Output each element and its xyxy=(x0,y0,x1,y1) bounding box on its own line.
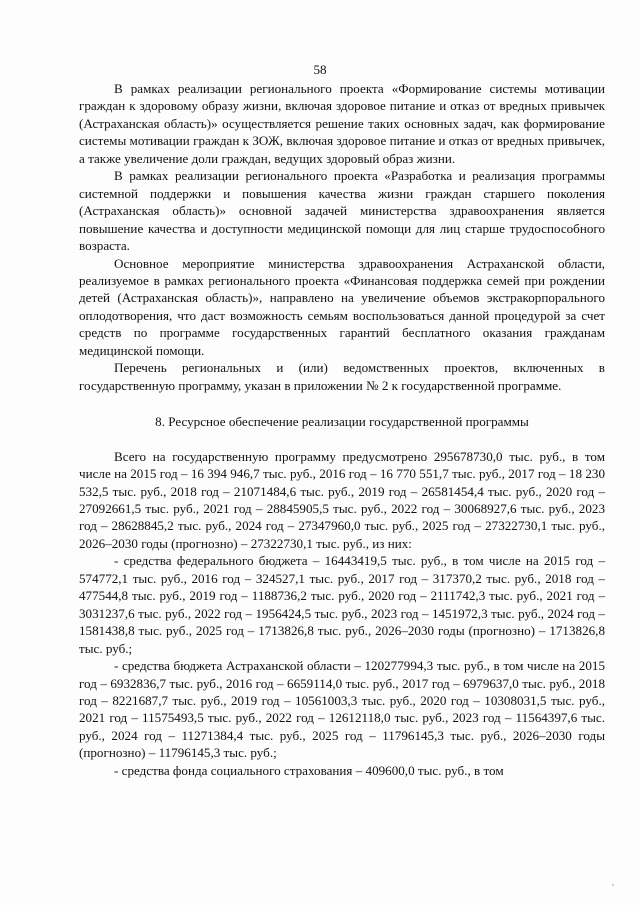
paragraph-regional-budget: - средства бюджета Астраханской области – 120277994,3 тыс. руб., в том числе на 2015 год – 6932836,7 тыс. руб., 2016 год – 6659114,0 тыс. руб., 2017 год – 6979637,0 тыс. руб., 2018 год – 8221687,7 тыс. руб., 2019 год – 10561003,3 тыс. руб., 2020 год – 10308031,5 тыс. руб., 2021 год – 11575493,5 тыс. руб., 2022 год – 12612118,0 тыс. руб., 2023 год – 11564397,6 тыс. руб., 2024 год – 11271384,4 тыс. руб., 2025 год – 11796145,3 тыс. руб., 2026–2030 годы (прогнозно) – 11796145,3 тыс. руб.; xyxy=(79,658,605,761)
paragraph-social-fund: - средства фонда социального страхования – 409600,0 тыс. руб., в том xyxy=(114,762,504,778)
paragraph-family-support: Основное мероприятие министерства здравоохранения Астраханской области, реализуемое в рамках регионального проекта «Финансовая поддержка семей при рождении детей (Астраханская область)», направлено на увеличение объемов экстракорпорального оплодотворения, что даст возможность семьям воспользоваться данной процедурой за счет средств по программе государственных гарантий бесплатного оказания гражданам медицинской помощи. xyxy=(79,255,605,358)
paragraph-total-funding: Всего на государственную программу предусмотрено 295678730,0 тыс. руб., в том числе на 2015 год – 16 394 946,7 тыс. руб., 2016 год – 16 770 551,7 тыс. руб., 2017 год – 18 230 532,5 тыс. руб., 2018 год – 21071484,6 тыс. руб., 2019 год – 26581454,4 тыс. руб., 2020 год – 27092661,5 тыс. руб., 2021 год – 28845905,5 тыс. руб., 2022 год – 30068927,6 тыс. руб., 2023 год – 28628845,2 тыс. руб., 2024 год – 27347960,0 тыс. руб., 2025 год – 27322730,1 тыс. руб., 2026–2030 годы (прогнозно) – 27322730,1 тыс. руб., из них: xyxy=(79,448,605,551)
paragraph-project-list: Перечень региональных и (или) ведомственных проектов, включенных в государственную программу, указан в приложении № 2 к государственной программе. xyxy=(79,360,605,393)
paragraph-older-generation: В рамках реализации регионального проекта «Разработка и реализация программы системной поддержки и повышения качества жизни граждан старшего поколения (Астраханская область)» основной задачей министерства здравоохранения является повышение качества и доступности медицинской помощи для лиц старше трудоспособного возраста. xyxy=(79,168,605,254)
page-content xyxy=(79,80,605,779)
paragraph-federal-budget: - средства федерального бюджета – 16443419,5 тыс. руб., в том числе на 2015 год – 574772,1 тыс. руб., 2016 год – 324527,1 тыс. руб., 2017 год – 317370,2 тыс. руб., 2018 год – 477544,8 тыс. руб., 2019 год – 1188736,2 тыс. руб., 2020 год – 2111742,3 тыс. руб., 2021 год – 3031237,6 тыс. руб., 2022 год – 1956424,5 тыс. руб., 2023 год – 1451972,3 тыс. руб., 2024 год – 1581438,8 тыс. руб., 2025 год – 1713826,8 тыс. руб., 2026–2030 годы (прогнозно) – 1713826,8 тыс. руб.; xyxy=(79,553,605,656)
scan-speck xyxy=(612,884,614,886)
page-number: 58 xyxy=(313,62,327,77)
paragraph-healthy-lifestyle: В рамках реализации регионального проекта «Формирование системы мотивации граждан к здоровому образу жизни, включая здоровое питание и отказ от вредных привычек (Астраханская область)» осуществляется решение таких основных задач, как формирование системы мотивации граждан к ЗОЖ, включая здоровое питание и отказ от вредных привычек, а также увеличение доли граждан, ведущих здоровый образ жизни. xyxy=(79,81,605,166)
section-heading: 8. Ресурсное обеспечение реализации государственной программы xyxy=(155,414,529,430)
